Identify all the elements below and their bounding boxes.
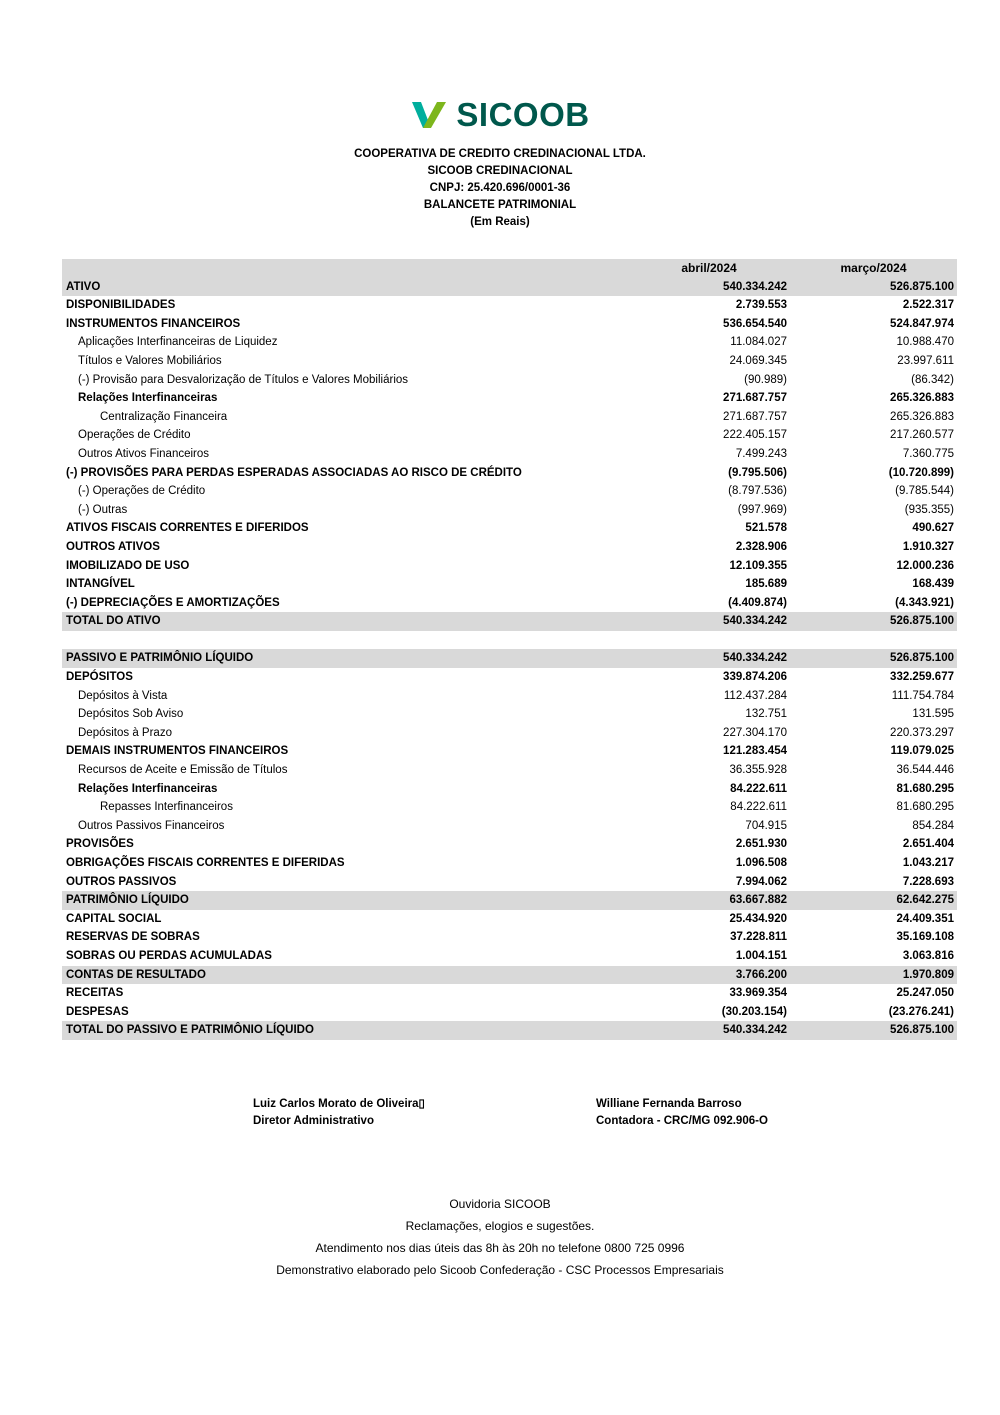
table-header-row <box>62 259 957 278</box>
table-row <box>62 519 957 538</box>
value-april: 33.969.354 <box>729 987 787 1000</box>
value-april: 540.334.242 <box>723 652 787 665</box>
row-label: Depósitos Sob Aviso <box>78 708 184 721</box>
row-label: CONTAS DE RESULTADO <box>66 968 206 981</box>
table-row <box>62 278 957 297</box>
value-march: (9.785.544) <box>895 485 954 498</box>
value-march: 25.247.050 <box>896 987 954 1000</box>
table-row <box>62 910 957 929</box>
value-april: 339.874.206 <box>723 671 787 684</box>
value-april: 24.069.345 <box>729 354 787 367</box>
value-april: 1.096.508 <box>735 857 787 869</box>
column-header-march: março/2024 <box>840 261 907 275</box>
value-march: 131.595 <box>912 708 954 721</box>
value-april: 84.222.611 <box>730 782 787 795</box>
table-row <box>62 371 957 390</box>
value-march: 3.063.816 <box>902 949 954 962</box>
value-march: 526.875.100 <box>890 1024 954 1037</box>
balance-table <box>62 259 957 1040</box>
value-march: 1.910.327 <box>902 540 954 553</box>
value-march: 36.544.446 <box>896 764 954 777</box>
value-april: (997.969) <box>737 503 787 516</box>
table-row <box>62 966 957 985</box>
value-april: 37.228.811 <box>730 931 787 944</box>
row-label: INTANGÍVEL <box>66 578 135 591</box>
row-label: INSTRUMENTOS FINANCEIROS <box>66 317 241 330</box>
value-march: 526.875.100 <box>890 652 954 665</box>
footer-reclamacoes: Reclamações, elogios e sugestões. <box>405 1218 595 1233</box>
footer-atendimento: Atendimento nos dias úteis das 8h às 20h no telefone 0800 725 0996 <box>315 1240 685 1255</box>
table-row <box>62 557 957 576</box>
table-row <box>62 724 957 743</box>
row-label: Centralização Financeira <box>100 410 228 423</box>
value-april: 84.222.611 <box>730 801 787 814</box>
row-label: Relações Interfinanceiras <box>78 782 218 795</box>
value-march: 854.284 <box>912 819 954 832</box>
table-row <box>62 891 957 910</box>
value-march: 81.680.295 <box>896 782 954 795</box>
column-header-april: abril/2024 <box>681 261 737 275</box>
table-row <box>62 315 957 334</box>
footer <box>0 1193 1000 1281</box>
table-row <box>62 426 957 445</box>
value-march: 265.326.883 <box>890 410 954 423</box>
value-march: 10.988.470 <box>896 336 954 349</box>
table-row <box>62 742 957 761</box>
value-march: (23.276.241) <box>888 1005 954 1018</box>
company-name: COOPERATIVA DE CREDITO CREDINACIONAL LTDA. <box>354 148 646 160</box>
value-april: 2.328.906 <box>735 540 787 553</box>
value-april: 1.004.151 <box>735 949 787 962</box>
value-march: 2.522.317 <box>902 299 954 312</box>
table-row <box>62 612 957 631</box>
value-april: 2.651.930 <box>735 838 787 851</box>
row-label: OUTROS ATIVOS <box>66 540 160 553</box>
value-march: 526.875.100 <box>890 280 954 293</box>
table-row <box>62 594 957 613</box>
table-row <box>62 761 957 780</box>
value-april: 121.283.454 <box>723 745 787 758</box>
value-march: 111.754.784 <box>891 689 954 702</box>
value-april: 7.499.243 <box>735 447 787 460</box>
value-march: 12.000.236 <box>896 559 954 572</box>
value-march: 62.642.275 <box>896 894 954 907</box>
table-row <box>62 575 957 594</box>
value-april: 227.304.170 <box>723 726 787 739</box>
row-label: (-) DEPRECIAÇÕES E AMORTIZAÇÕES <box>66 596 280 609</box>
value-april: 540.334.242 <box>723 280 787 293</box>
table-row <box>62 780 957 799</box>
value-march: 24.409.351 <box>896 912 954 925</box>
value-march: 1.970.809 <box>902 968 954 981</box>
table-row <box>62 1003 957 1022</box>
value-april: 12.109.355 <box>729 559 787 572</box>
row-label: Relações Interfinanceiras <box>78 392 218 405</box>
value-march: 7.360.775 <box>902 447 954 460</box>
signature-title: Diretor Administrativo <box>253 1115 374 1128</box>
sicoob-logo-text: SICOOB <box>456 96 590 133</box>
value-march: 332.259.677 <box>890 671 954 684</box>
report-title: BALANCETE PATRIMONIAL <box>423 199 577 211</box>
row-label: TOTAL DO ATIVO <box>66 615 161 628</box>
row-label: Operações de Crédito <box>78 429 191 442</box>
table-row <box>62 649 957 668</box>
value-march: (10.720.899) <box>888 466 954 479</box>
value-april: (90.989) <box>744 373 787 386</box>
row-label: DISPONIBILIDADES <box>66 299 176 312</box>
row-label: IMOBILIZADO DE USO <box>66 559 190 572</box>
value-april: (8.797.536) <box>728 485 787 498</box>
row-label: (-) PROVISÕES PARA PERDAS ESPERADAS ASSOCIADAS AO RISCO DE CRÉDITO <box>66 466 522 479</box>
table-row <box>62 705 957 724</box>
value-march: (86.342) <box>911 373 954 386</box>
row-label: OBRIGAÇÕES FISCAIS CORRENTES E DIFERIDAS <box>66 857 345 869</box>
table-row <box>62 947 957 966</box>
value-march: 490.627 <box>912 522 954 535</box>
table-row <box>62 389 957 408</box>
footer-ouvidoria: Ouvidoria SICOOB <box>449 1196 551 1211</box>
label-column-header <box>62 259 628 278</box>
row-label: Outros Ativos Financeiros <box>78 447 210 460</box>
sicoob-logo-icon <box>410 99 448 131</box>
row-label: DEPÓSITOS <box>66 671 133 684</box>
row-label: RECEITAS <box>66 987 124 1000</box>
value-march: 217.260.577 <box>890 429 954 442</box>
value-april: 132.751 <box>745 708 787 721</box>
table-row <box>62 854 957 873</box>
table-row <box>62 482 957 501</box>
table-row <box>62 668 957 687</box>
value-march: 119.079.025 <box>890 745 954 758</box>
row-label: (-) Operações de Crédito <box>78 485 206 498</box>
value-april: 521.578 <box>745 522 787 535</box>
value-april: 185.689 <box>745 578 787 591</box>
table-row <box>62 687 957 706</box>
table-row <box>62 817 957 836</box>
row-label: CAPITAL SOCIAL <box>66 912 162 925</box>
table-row <box>62 1021 957 1040</box>
row-label: PASSIVO E PATRIMÔNIO LÍQUIDO <box>66 652 254 665</box>
value-april: 271.687.757 <box>723 392 787 405</box>
value-april: 11.084.027 <box>730 336 787 349</box>
currency-note: (Em Reais) <box>470 216 530 228</box>
value-march: 265.326.883 <box>890 392 954 405</box>
table-row <box>62 873 957 892</box>
value-march: 81.680.295 <box>896 801 954 814</box>
sicoob-logo <box>0 0 1000 134</box>
value-march: 168.439 <box>912 578 954 591</box>
table-row <box>62 445 957 464</box>
value-march: 2.651.404 <box>902 838 954 851</box>
row-label: RESERVAS DE SOBRAS <box>66 931 200 944</box>
row-label: Outros Passivos Financeiros <box>78 819 225 832</box>
row-label: ATIVOS FISCAIS CORRENTES E DIFERIDOS <box>66 522 309 535</box>
table-row <box>62 501 957 520</box>
value-march: 35.169.108 <box>896 931 954 944</box>
table-row <box>62 928 957 947</box>
table-row <box>62 333 957 352</box>
signature-name: Williane Fernanda Barroso <box>596 1097 742 1110</box>
row-label: Depósitos à Prazo <box>78 726 172 739</box>
value-april: 540.334.242 <box>723 615 787 628</box>
table-row <box>62 835 957 854</box>
row-label: (-) Outras <box>78 503 128 516</box>
value-april: (4.409.874) <box>728 596 787 609</box>
signature-name: Luiz Carlos Morato de Oliveira▯ <box>253 1097 425 1110</box>
spacer-row <box>62 631 957 650</box>
value-march: 23.997.611 <box>897 354 954 367</box>
value-april: 536.654.540 <box>723 317 787 330</box>
value-march: (935.355) <box>904 503 954 516</box>
value-april: 271.687.757 <box>723 410 787 423</box>
value-april: 222.405.157 <box>723 429 787 442</box>
value-april: 3.766.200 <box>735 968 787 981</box>
table-row <box>62 408 957 427</box>
row-label: Repasses Interfinanceiros <box>100 801 233 814</box>
value-april: 112.437.284 <box>723 689 787 702</box>
spacer-cell <box>62 631 957 650</box>
row-label: Depósitos à Vista <box>78 689 168 702</box>
value-march: (4.343.921) <box>895 596 954 609</box>
row-label: SOBRAS OU PERDAS ACUMULADAS <box>66 949 272 962</box>
row-label: Aplicações Interfinanceiras de Liquidez <box>78 336 278 349</box>
row-label: (-) Provisão para Desvalorização de Títulos e Valores Mobiliários <box>78 373 409 386</box>
value-april: (30.203.154) <box>721 1005 787 1018</box>
value-march: 524.847.974 <box>890 317 954 330</box>
footer-demonstrativo: Demonstrativo elaborado pelo Sicoob Confederação - CSC Processos Empresariais <box>276 1262 724 1277</box>
table-row <box>62 798 957 817</box>
signature-director <box>253 1096 596 1131</box>
table-row <box>62 984 957 1003</box>
value-march: 1.043.217 <box>902 857 954 869</box>
table-row <box>62 538 957 557</box>
row-label: DEMAIS INSTRUMENTOS FINANCEIROS <box>66 745 289 758</box>
document-header <box>0 146 1000 231</box>
row-label: ATIVO <box>66 280 101 293</box>
value-april: 36.355.928 <box>729 764 787 777</box>
row-label: PROVISÕES <box>66 838 134 851</box>
row-label: OUTROS PASSIVOS <box>66 875 177 888</box>
signature-title: Contadora - CRC/MG 092.906-O <box>596 1115 768 1128</box>
value-march: 7.228.693 <box>902 875 954 888</box>
value-march: 526.875.100 <box>890 615 954 628</box>
trade-name: SICOOB CREDINACIONAL <box>427 165 573 177</box>
signature-accountant <box>596 1096 768 1131</box>
value-april: 540.334.242 <box>723 1024 787 1037</box>
row-label: Títulos e Valores Mobiliários <box>78 354 222 367</box>
row-label: DESPESAS <box>66 1005 129 1018</box>
value-april: 704.915 <box>745 819 787 832</box>
value-april: 2.739.553 <box>735 299 787 312</box>
cnpj: CNPJ: 25.420.696/0001-36 <box>429 182 571 194</box>
table-row <box>62 464 957 483</box>
balance-table-body <box>62 278 957 1040</box>
table-row <box>62 296 957 315</box>
value-april: 63.667.882 <box>729 894 787 907</box>
row-label: TOTAL DO PASSIVO E PATRIMÔNIO LÍQUIDO <box>66 1024 314 1037</box>
value-april: (9.795.506) <box>728 466 787 479</box>
signatures <box>0 1096 1000 1131</box>
row-label: PATRIMÔNIO LÍQUIDO <box>66 894 189 907</box>
value-april: 25.434.920 <box>729 912 787 925</box>
row-label: Recursos de Aceite e Emissão de Títulos <box>78 764 288 777</box>
value-april: 7.994.062 <box>735 875 787 888</box>
value-march: 220.373.297 <box>890 726 954 739</box>
table-row <box>62 352 957 371</box>
